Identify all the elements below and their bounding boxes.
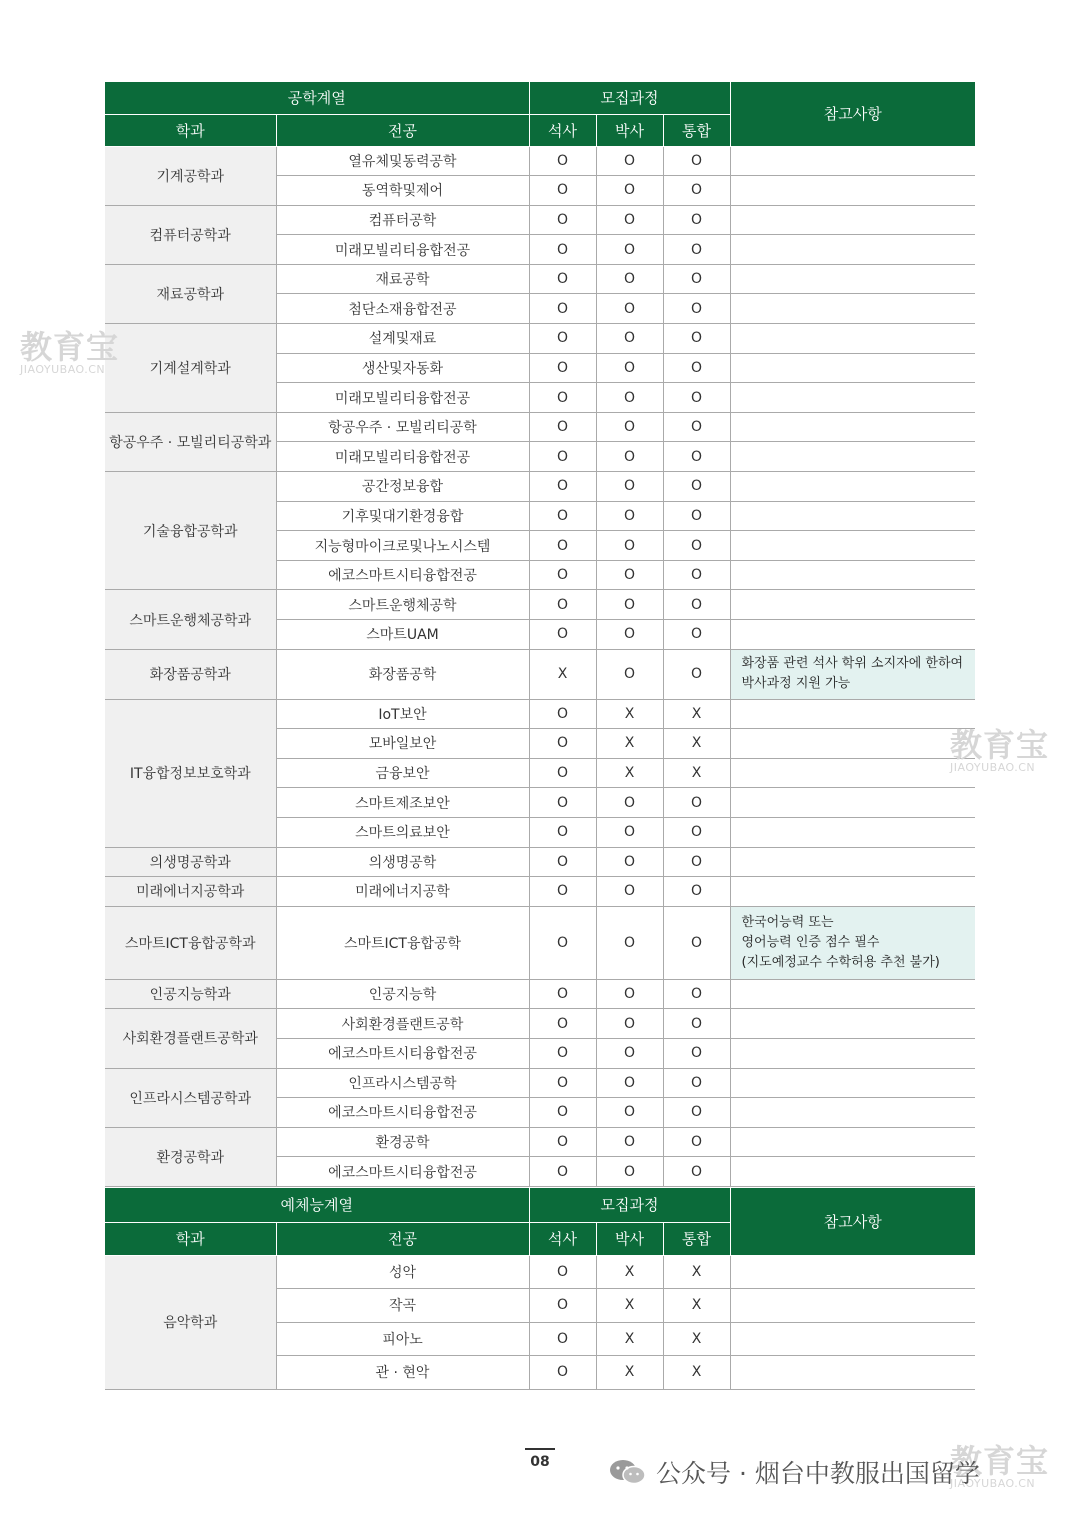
integrated-cell: X [663,1255,730,1289]
recruit-header: 모집과정 [529,82,730,114]
note-line: 영어능력 인증 점수 필수 [741,934,880,950]
major-cell: 미래모빌리티융합전공 [276,235,529,265]
note-header: 참고사항 [730,1188,975,1255]
engineering-table-body [105,146,975,1186]
phd-cell: O [596,649,663,699]
note-cell [730,294,975,324]
department-cell: 스마트운행체공학과 [105,590,276,649]
masters-cell: O [529,758,596,788]
phd-cell: O [596,817,663,847]
phd-cell: X [596,699,663,729]
masters-cell: O [529,729,596,759]
category-header: 예체능계열 [105,1188,529,1222]
department-cell: 음악학과 [105,1255,276,1389]
note-cell [730,501,975,531]
major-cell: 스마트운행체공학 [276,590,529,620]
note-cell [730,590,975,620]
masters-cell: O [529,412,596,442]
major-cell: 열유체및동력공학 [276,146,529,176]
wechat-account-text: 公众号 · 烟台中教服出国留学 [656,1459,980,1488]
phd-cell: O [596,264,663,294]
department-cell: 컴퓨터공학과 [105,205,276,264]
major-cell: 공간정보융합 [276,472,529,502]
masters-cell: O [529,353,596,383]
masters-cell: O [529,817,596,847]
watermark-text: 教育宝 [950,1442,1050,1480]
masters-cell: O [529,590,596,620]
phd-cell: X [596,1289,663,1323]
wechat-icon [608,1458,648,1486]
masters-cell: O [529,531,596,561]
note-cell [730,442,975,472]
note-cell [730,817,975,847]
masters-cell: O [529,699,596,729]
integrated-cell: O [663,205,730,235]
integrated-cell: O [663,788,730,818]
phd-cell: O [596,1038,663,1068]
table-row [105,472,975,502]
masters-header: 석사 [529,1222,596,1255]
major-cell: 인프라시스템공학 [276,1068,529,1098]
department-cell: 스마트ICT융합공학과 [105,906,276,979]
major-cell: 금융보안 [276,758,529,788]
table-row [105,877,975,907]
note-cell [730,620,975,650]
integrated-cell: X [663,1289,730,1323]
phd-header: 박사 [596,114,663,146]
masters-cell: O [529,1068,596,1098]
arts-table [105,1188,975,1390]
integrated-cell: O [663,176,730,206]
dept-header: 학과 [105,1222,276,1255]
phd-cell: O [596,412,663,442]
masters-cell: O [529,472,596,502]
integrated-cell: O [663,620,730,650]
major-cell: 에코스마트시티융합전공 [276,1098,529,1128]
major-cell: 환경공학 [276,1127,529,1157]
integrated-cell: O [663,383,730,413]
integrated-cell: O [663,531,730,561]
note-cell [730,1068,975,1098]
integrated-cell: O [663,1068,730,1098]
note-cell [730,699,975,729]
note-cell [730,324,975,354]
masters-cell: O [529,560,596,590]
major-cell: 성악 [276,1255,529,1289]
masters-cell: O [529,501,596,531]
masters-cell: O [529,847,596,877]
phd-cell: O [596,294,663,324]
phd-cell: O [596,620,663,650]
masters-cell: O [529,235,596,265]
major-cell: 화장품공학 [276,649,529,699]
integrated-cell: O [663,324,730,354]
masters-cell: O [529,620,596,650]
masters-header: 석사 [529,114,596,146]
note-line: 화장품 관련 석사 학위 소지자에 한하여 [741,656,964,672]
integrated-cell: O [663,442,730,472]
masters-cell: O [529,1322,596,1356]
note-cell [730,1322,975,1356]
major-cell: 에코스마트시티융합전공 [276,1157,529,1187]
watermark-logo [950,728,1049,774]
note-cell [730,1127,975,1157]
major-cell: 피아노 [276,1322,529,1356]
masters-cell: O [529,1289,596,1323]
major-cell: 기후및대기환경융합 [276,501,529,531]
engineering-table [105,82,975,1187]
major-cell: 생산및자동화 [276,353,529,383]
phd-cell: O [596,560,663,590]
major-cell: 스마트UAM [276,620,529,650]
note-cell [730,412,975,442]
note-cell [730,531,975,561]
watermark-logo [20,330,119,376]
department-cell: 화장품공학과 [105,649,276,699]
major-cell: 모바일보안 [276,729,529,759]
department-cell: 인공지능학과 [105,979,276,1009]
masters-cell: O [529,442,596,472]
department-cell: 기계공학과 [105,146,276,205]
phd-cell: O [596,1098,663,1128]
phd-cell: O [596,877,663,907]
note-cell [730,979,975,1009]
masters-cell: O [529,264,596,294]
masters-cell: X [529,649,596,699]
note-cell [730,1356,975,1390]
integrated-cell: O [663,1157,730,1187]
major-cell: 동역학및제어 [276,176,529,206]
integrated-cell: O [663,877,730,907]
table-row [105,847,975,877]
table-row [105,205,975,235]
department-cell: 의생명공학과 [105,847,276,877]
table-row [105,1255,975,1289]
note-cell [730,877,975,907]
department-cell: 미래에너지공학과 [105,877,276,907]
phd-cell: O [596,353,663,383]
masters-cell: O [529,877,596,907]
phd-cell: O [596,324,663,354]
phd-cell: O [596,205,663,235]
note-header: 참고사항 [730,82,975,146]
masters-cell: O [529,788,596,818]
phd-cell: O [596,788,663,818]
masters-cell: O [529,1127,596,1157]
integrated-cell: O [663,1009,730,1039]
note-cell [730,235,975,265]
recruit-header: 모집과정 [529,1188,730,1222]
note-cell [730,788,975,818]
table-row [105,699,975,729]
department-cell: 환경공학과 [105,1127,276,1186]
masters-cell: O [529,979,596,1009]
phd-cell: X [596,1255,663,1289]
major-cell: 지능형마이크로및나노시스템 [276,531,529,561]
phd-cell: X [596,729,663,759]
integrated-cell: O [663,906,730,979]
phd-cell: X [596,1322,663,1356]
integrated-cell: O [663,979,730,1009]
masters-cell: O [529,383,596,413]
department-cell: 기술융합공학과 [105,472,276,590]
phd-cell: O [596,501,663,531]
note-cell [730,847,975,877]
masters-cell: O [529,1255,596,1289]
note-cell [730,1009,975,1039]
major-cell: 의생명공학 [276,847,529,877]
masters-cell: O [529,1356,596,1390]
table-row [105,1068,975,1098]
note-cell [730,472,975,502]
masters-cell: O [529,294,596,324]
integrated-cell: O [663,1038,730,1068]
integrated-cell: O [663,294,730,324]
phd-cell: O [596,1127,663,1157]
major-cell: 미래모빌리티융합전공 [276,383,529,413]
masters-cell: O [529,324,596,354]
phd-cell: O [596,146,663,176]
major-cell: 에코스마트시티융합전공 [276,560,529,590]
phd-header: 박사 [596,1222,663,1255]
table-row [105,264,975,294]
integrated-cell: O [663,817,730,847]
watermark-text: 教育宝 [20,328,120,366]
major-cell: 스마트의료보안 [276,817,529,847]
phd-cell: O [596,1009,663,1039]
major-header: 전공 [276,114,529,146]
phd-cell: O [596,847,663,877]
major-cell: 에코스마트시티융합전공 [276,1038,529,1068]
masters-cell: O [529,1009,596,1039]
note-cell [730,1157,975,1187]
integrated-cell: O [663,264,730,294]
major-cell: 미래에너지공학 [276,877,529,907]
note-cell [730,906,975,979]
note-cell [730,1255,975,1289]
table-row [105,324,975,354]
masters-cell: O [529,176,596,206]
note-cell [730,205,975,235]
phd-cell: X [596,1356,663,1390]
integrated-cell: O [663,353,730,383]
integrated-cell: O [663,649,730,699]
department-cell: 재료공학과 [105,264,276,323]
category-header: 공학계열 [105,82,529,114]
table-row [105,906,975,979]
masters-cell: O [529,1098,596,1128]
table-row [105,146,975,176]
major-cell: 항공우주 · 모빌리티공학 [276,412,529,442]
major-cell: 사회환경플랜트공학 [276,1009,529,1039]
integrated-cell: O [663,472,730,502]
masters-cell: O [529,906,596,979]
note-line: 박사과정 지원 가능 [741,676,851,692]
note-line: 한국어능력 또는 [741,914,834,930]
wechat-account-banner [608,1454,980,1490]
integrated-cell: O [663,235,730,265]
phd-cell: O [596,235,663,265]
integrated-cell: O [663,560,730,590]
department-cell: 인프라시스템공학과 [105,1068,276,1127]
table-row [105,1009,975,1039]
phd-cell: O [596,1157,663,1187]
watermark-url: JIAOYUBAO.CN [950,1477,1036,1490]
integrated-header: 통합 [663,114,730,146]
major-cell: IoT보안 [276,699,529,729]
major-cell: 스마트ICT융합공학 [276,906,529,979]
note-cell [730,146,975,176]
note-cell [730,176,975,206]
integrated-cell: X [663,699,730,729]
note-cell [730,560,975,590]
integrated-cell: O [663,501,730,531]
department-cell: 항공우주 · 모빌리티공학과 [105,412,276,471]
integrated-cell: O [663,1127,730,1157]
major-cell: 작곡 [276,1289,529,1323]
phd-cell: O [596,590,663,620]
department-cell: 사회환경플랜트공학과 [105,1009,276,1068]
phd-cell: O [596,383,663,413]
note-cell [730,1289,975,1323]
table-row [105,590,975,620]
major-cell: 미래모빌리티융합전공 [276,442,529,472]
watermark-url: JIAOYUBAO.CN [950,761,1036,774]
note-cell [730,1098,975,1128]
integrated-cell: X [663,1322,730,1356]
table-row [105,412,975,442]
integrated-cell: X [663,1356,730,1390]
note-cell [730,1038,975,1068]
major-cell: 첨단소재융합전공 [276,294,529,324]
phd-cell: O [596,906,663,979]
phd-cell: O [596,442,663,472]
department-cell: IT융합정보보호학과 [105,699,276,847]
phd-cell: O [596,176,663,206]
note-cell [730,264,975,294]
table-row [105,979,975,1009]
phd-cell: O [596,1068,663,1098]
integrated-cell: O [663,1098,730,1128]
integrated-cell: O [663,847,730,877]
phd-cell: O [596,472,663,502]
watermark-text: 教育宝 [950,726,1050,764]
note-cell [730,353,975,383]
major-cell: 설계및재료 [276,324,529,354]
arts-table-body [105,1255,975,1389]
major-cell: 재료공학 [276,264,529,294]
masters-cell: O [529,1038,596,1068]
note-line: (지도예정교수 수학허용 추천 불가) [741,954,940,970]
note-cell [730,383,975,413]
dept-header: 학과 [105,114,276,146]
phd-cell: X [596,758,663,788]
masters-cell: O [529,1157,596,1187]
watermark-url: JIAOYUBAO.CN [20,363,106,376]
masters-cell: O [529,205,596,235]
page-number: 08 [525,1448,555,1470]
integrated-cell: O [663,146,730,176]
integrated-header: 통합 [663,1222,730,1255]
note-cell [730,649,975,699]
major-header: 전공 [276,1222,529,1255]
masters-cell: O [529,146,596,176]
major-cell: 관 · 현악 [276,1356,529,1390]
department-cell: 기계설계학과 [105,324,276,413]
phd-cell: O [596,979,663,1009]
integrated-cell: X [663,729,730,759]
note-cell [730,758,975,788]
phd-cell: O [596,531,663,561]
integrated-cell: O [663,590,730,620]
major-cell: 인공지능학 [276,979,529,1009]
table-row [105,1127,975,1157]
table-row [105,649,975,699]
major-cell: 스마트제조보안 [276,788,529,818]
major-cell: 컴퓨터공학 [276,205,529,235]
integrated-cell: X [663,758,730,788]
note-cell [730,729,975,759]
integrated-cell: O [663,412,730,442]
